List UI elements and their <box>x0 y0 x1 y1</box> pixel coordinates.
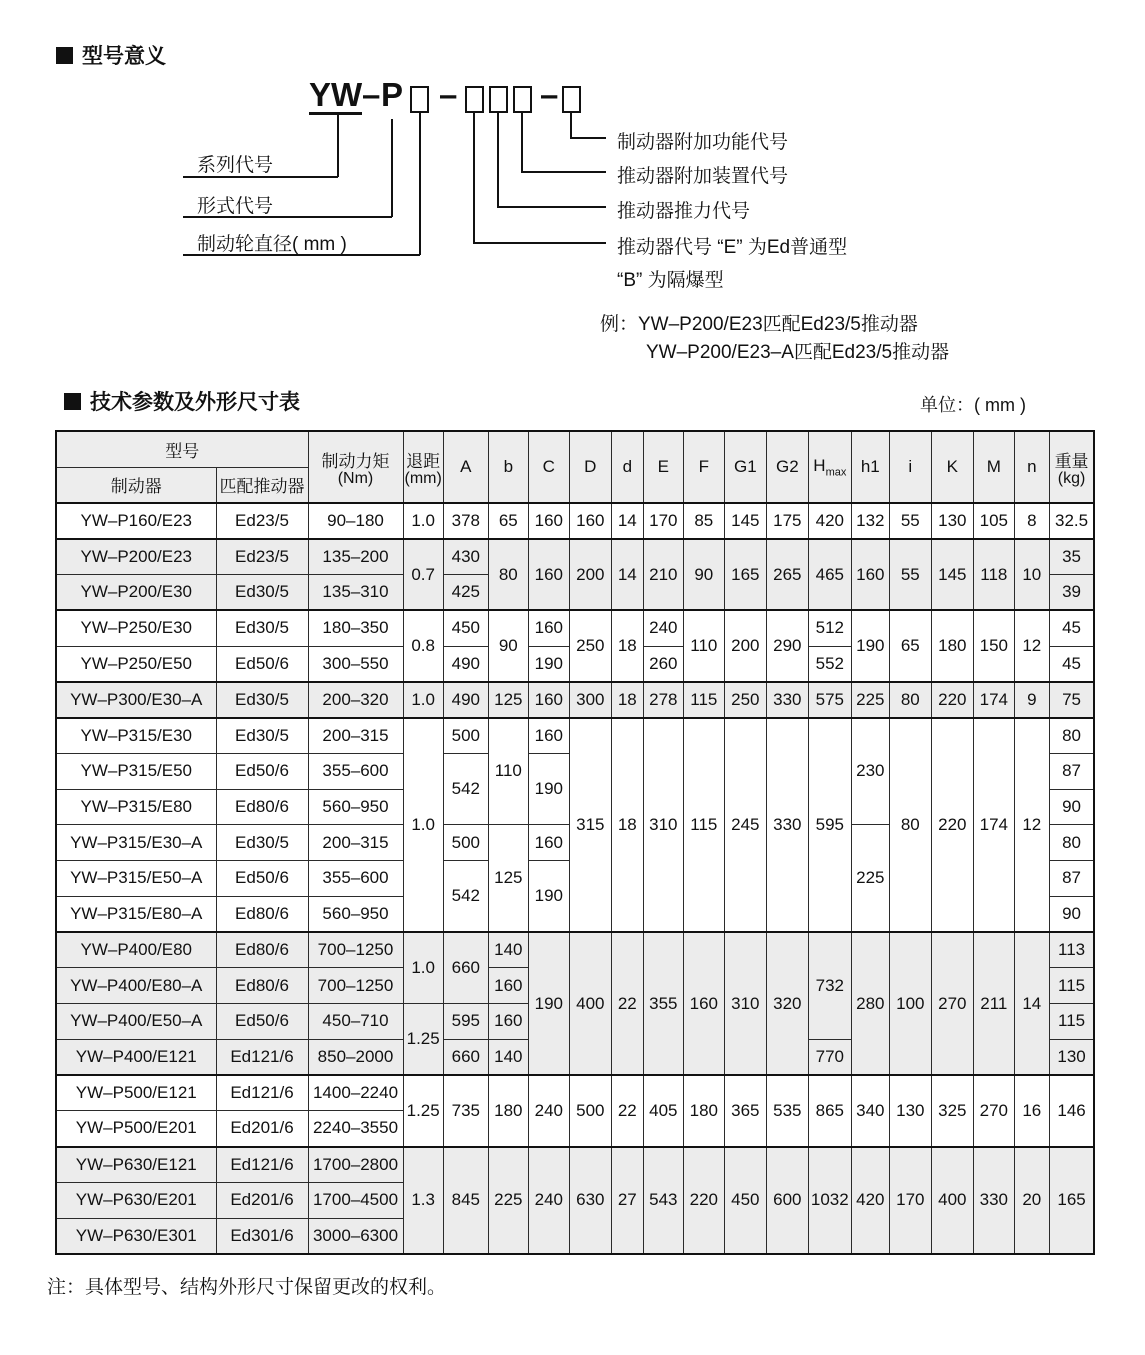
section-bullet-icon <box>64 393 81 410</box>
cell: 160 <box>851 539 889 611</box>
cell: YW–P630/E201 <box>56 1182 216 1218</box>
cell: 0.7 <box>403 539 443 611</box>
cell: 22 <box>611 932 643 1075</box>
col-header-C: C <box>528 431 569 503</box>
cell: 290 <box>766 610 808 682</box>
cell: 245 <box>724 718 766 933</box>
cell: 1400–2240 <box>308 1075 403 1111</box>
cell: Ed30/5 <box>216 575 308 611</box>
cell: 190 <box>528 646 569 682</box>
cell: 115 <box>1049 968 1094 1004</box>
cell: 220 <box>931 718 973 933</box>
cell: Ed301/6 <box>216 1218 308 1254</box>
cell: Ed50/6 <box>216 646 308 682</box>
cell: 600 <box>766 1147 808 1254</box>
cell: 35 <box>1049 539 1094 575</box>
cell: 770 <box>808 1039 851 1075</box>
cell: 14 <box>1014 932 1049 1075</box>
cell: 210 <box>643 539 683 611</box>
col-header-weight: 重量 (kg) <box>1049 431 1094 503</box>
cell: 180 <box>488 1075 528 1147</box>
cell: 165 <box>724 539 766 611</box>
col-header-Hmax: $H_{max}$ <box>808 431 851 503</box>
cell: YW–P630/E121 <box>56 1147 216 1183</box>
spec-table-wrap <box>55 430 1095 1255</box>
cell: 200–315 <box>308 825 403 861</box>
cell: 135–310 <box>308 575 403 611</box>
cell: 278 <box>643 682 683 718</box>
cell: YW–P200/E23 <box>56 539 216 575</box>
cell: Ed30/5 <box>216 682 308 718</box>
cell: 145 <box>931 539 973 611</box>
cell: 87 <box>1049 753 1094 789</box>
cell: 270 <box>931 932 973 1075</box>
cell: 170 <box>889 1147 931 1254</box>
cell: 130 <box>931 503 973 539</box>
cell: 65 <box>889 610 931 682</box>
cell: 430 <box>443 539 488 575</box>
cell: 200 <box>569 539 611 611</box>
cell: 630 <box>569 1147 611 1254</box>
col-header-n: n <box>1014 431 1049 503</box>
cell: YW–P400/E80–A <box>56 968 216 1004</box>
cell: 330 <box>766 718 808 933</box>
cell: 27 <box>611 1147 643 1254</box>
cell: 160 <box>488 1004 528 1040</box>
cell: 220 <box>683 1147 724 1254</box>
cell: Ed23/5 <box>216 539 308 575</box>
diagram-connector-lines <box>0 0 1145 380</box>
cell: Ed121/6 <box>216 1147 308 1183</box>
footer-note: 注：具体型号、结构外形尺寸保留更改的权利。 <box>47 1277 447 1298</box>
cell: 0.8 <box>403 610 443 682</box>
cell: 330 <box>766 682 808 718</box>
cell: 270 <box>973 1075 1014 1147</box>
cell: 12 <box>1014 610 1049 682</box>
cell: 542 <box>443 861 488 933</box>
model-box-function-code <box>562 86 581 113</box>
cell: YW–P315/E50 <box>56 753 216 789</box>
cell: 450 <box>443 610 488 646</box>
cell: 90 <box>1049 789 1094 825</box>
cell: 18 <box>611 718 643 933</box>
cell: 490 <box>443 682 488 718</box>
cell: 365 <box>724 1075 766 1147</box>
cell: 118 <box>973 539 1014 611</box>
cell: 543 <box>643 1147 683 1254</box>
cell: 542 <box>443 753 488 825</box>
cell: 22 <box>611 1075 643 1147</box>
cell: 560–950 <box>308 896 403 932</box>
cell: 115 <box>683 682 724 718</box>
cell: YW–P315/E50–A <box>56 861 216 897</box>
cell: 1.25 <box>403 1004 443 1076</box>
cell: Ed50/6 <box>216 1004 308 1040</box>
cell: 490 <box>443 646 488 682</box>
cell: 80 <box>1049 825 1094 861</box>
cell: 125 <box>488 825 528 932</box>
cell: 65 <box>488 503 528 539</box>
col-header-E: E <box>643 431 683 503</box>
cell: 1.25 <box>403 1075 443 1147</box>
diagram-label-series: 系列代号 <box>197 155 274 176</box>
col-header-A: A <box>443 431 488 503</box>
cell: 200–320 <box>308 682 403 718</box>
cell: 18 <box>611 610 643 682</box>
model-form-code: P <box>381 76 404 113</box>
cell: 9 <box>1014 682 1049 718</box>
cell: 400 <box>569 932 611 1075</box>
cell: 90 <box>683 539 724 611</box>
cell: 8 <box>1014 503 1049 539</box>
cell: YW–P400/E121 <box>56 1039 216 1075</box>
cell: YW–P250/E30 <box>56 610 216 646</box>
cell: Ed30/5 <box>216 718 308 754</box>
cell: 320 <box>766 932 808 1075</box>
table-row <box>56 682 1094 718</box>
cell: 180 <box>931 610 973 682</box>
example-line-1: 例：YW–P200/E23匹配Ed23/5推动器 <box>600 314 918 335</box>
cell: 80 <box>1049 718 1094 754</box>
col-header-brake: 制动器 <box>56 467 216 503</box>
table-row <box>56 503 1094 539</box>
cell: Ed50/6 <box>216 753 308 789</box>
cell: 105 <box>973 503 1014 539</box>
cell: Ed201/6 <box>216 1182 308 1218</box>
cell: 535 <box>766 1075 808 1147</box>
table-row <box>56 610 1094 646</box>
section-title-spec-table <box>64 386 300 416</box>
cell: 500 <box>443 718 488 754</box>
cell: 355–600 <box>308 861 403 897</box>
cell: 130 <box>889 1075 931 1147</box>
cell: 39 <box>1049 575 1094 611</box>
cell: 850–2000 <box>308 1039 403 1075</box>
cell: 180–350 <box>308 610 403 646</box>
cell: YW–P400/E80 <box>56 932 216 968</box>
cell: 500 <box>569 1075 611 1147</box>
cell: 55 <box>889 503 931 539</box>
cell: 225 <box>488 1147 528 1254</box>
col-header-h1: h1 <box>851 431 889 503</box>
diagram-label-explosion-proof: “B” 为隔爆型 <box>617 270 724 291</box>
cell: Ed80/6 <box>216 932 308 968</box>
cell: 174 <box>973 718 1014 933</box>
col-header-K: K <box>931 431 973 503</box>
cell: 250 <box>724 682 766 718</box>
model-dash: – <box>439 76 458 113</box>
cell: 45 <box>1049 646 1094 682</box>
table-row <box>56 932 1094 968</box>
cell: 75 <box>1049 682 1094 718</box>
cell: YW–P300/E30–A <box>56 682 216 718</box>
model-diagram <box>0 0 1145 380</box>
cell: 180 <box>683 1075 724 1147</box>
cell: YW–P500/E121 <box>56 1075 216 1111</box>
cell: 420 <box>851 1147 889 1254</box>
cell: 280 <box>851 932 889 1075</box>
cell: Ed121/6 <box>216 1075 308 1111</box>
cell: 1032 <box>808 1147 851 1254</box>
cell: 100 <box>889 932 931 1075</box>
cell: 240 <box>643 610 683 646</box>
model-series-code: YW <box>309 76 363 113</box>
cell: 130 <box>1049 1039 1094 1075</box>
model-box-thrust-code <box>489 86 508 113</box>
col-header-i: i <box>889 431 931 503</box>
cell: 1.0 <box>403 503 443 539</box>
cell: 190 <box>528 753 569 825</box>
diagram-label-wheel-diameter: 制动轮直径( mm ) <box>197 234 347 255</box>
cell: 211 <box>973 932 1014 1075</box>
diagram-label-brake-function: 制动器附加功能代号 <box>617 132 789 153</box>
cell: 160 <box>683 932 724 1075</box>
cell: Ed80/6 <box>216 968 308 1004</box>
cell: Ed30/5 <box>216 825 308 861</box>
cell: 735 <box>443 1075 488 1147</box>
cell: 150 <box>973 610 1014 682</box>
spec-table <box>55 430 1095 1255</box>
cell: 174 <box>973 682 1014 718</box>
cell: 420 <box>808 503 851 539</box>
cell: 90 <box>488 610 528 682</box>
model-dash: – <box>362 76 381 113</box>
cell: 125 <box>488 682 528 718</box>
cell: 265 <box>766 539 808 611</box>
cell: 330 <box>973 1147 1014 1254</box>
cell: 190 <box>528 932 569 1075</box>
cell: 405 <box>643 1075 683 1147</box>
model-box-attachment-code <box>513 86 532 113</box>
cell: 300–550 <box>308 646 403 682</box>
diagram-label-thruster-thrust: 推动器推力代号 <box>617 201 751 222</box>
cell: 560–950 <box>308 789 403 825</box>
cell: 1.0 <box>403 682 443 718</box>
cell: 16 <box>1014 1075 1049 1147</box>
cell: 225 <box>851 825 889 932</box>
cell: 190 <box>851 610 889 682</box>
cell: 355 <box>643 932 683 1075</box>
cell: YW–P315/E80 <box>56 789 216 825</box>
cell: Ed30/5 <box>216 610 308 646</box>
cell: Ed121/6 <box>216 1039 308 1075</box>
cell: 80 <box>889 718 931 933</box>
cell: 225 <box>851 682 889 718</box>
cell: 240 <box>528 1147 569 1254</box>
cell: YW–P630/E301 <box>56 1218 216 1254</box>
cell: 700–1250 <box>308 932 403 968</box>
cell: Ed23/5 <box>216 503 308 539</box>
cell: 500 <box>443 825 488 861</box>
cell: 14 <box>611 503 643 539</box>
cell: 450–710 <box>308 1004 403 1040</box>
col-header-D: D <box>569 431 611 503</box>
cell: 80 <box>889 682 931 718</box>
cell: 160 <box>528 682 569 718</box>
cell: 160 <box>488 968 528 1004</box>
cell: YW–P200/E30 <box>56 575 216 611</box>
cell: 2240–3550 <box>308 1111 403 1147</box>
cell: 18 <box>611 682 643 718</box>
cell: YW–P250/E50 <box>56 646 216 682</box>
diagram-label-thruster-code: 推动器代号 “E” 为Ed普通型 <box>617 237 848 258</box>
cell: Ed50/6 <box>216 861 308 897</box>
cell: 310 <box>724 932 766 1075</box>
cell: 90–180 <box>308 503 403 539</box>
cell: 87 <box>1049 861 1094 897</box>
cell: 140 <box>488 1039 528 1075</box>
cell: 160 <box>528 503 569 539</box>
cell: 175 <box>766 503 808 539</box>
cell: 115 <box>1049 1004 1094 1040</box>
cell: 1700–4500 <box>308 1182 403 1218</box>
cell: 165 <box>1049 1147 1094 1254</box>
cell: 865 <box>808 1075 851 1147</box>
cell: 55 <box>889 539 931 611</box>
table-row <box>56 1147 1094 1183</box>
cell: 160 <box>528 718 569 754</box>
cell: 230 <box>851 718 889 825</box>
cell: Ed80/6 <box>216 789 308 825</box>
cell: 146 <box>1049 1075 1094 1147</box>
section-title-text: 技术参数及外形尺寸表 <box>90 391 300 414</box>
col-header-G1: G1 <box>724 431 766 503</box>
cell: 512 <box>808 610 851 646</box>
cell: 378 <box>443 503 488 539</box>
col-header-model-group: 型号 <box>56 431 308 467</box>
cell: 240 <box>528 1075 569 1147</box>
cell: 700–1250 <box>308 968 403 1004</box>
cell: 85 <box>683 503 724 539</box>
cell: 110 <box>683 610 724 682</box>
cell: 160 <box>569 503 611 539</box>
cell: 160 <box>528 539 569 611</box>
cell: 310 <box>643 718 683 933</box>
cell: 90 <box>1049 896 1094 932</box>
cell: 45 <box>1049 610 1094 646</box>
cell: 220 <box>931 682 973 718</box>
cell: 110 <box>488 718 528 825</box>
cell: 1.3 <box>403 1147 443 1254</box>
col-header-b: b <box>488 431 528 503</box>
cell: 170 <box>643 503 683 539</box>
col-header-retreat: 退距 (mm) <box>403 431 443 503</box>
cell: 595 <box>808 718 851 933</box>
diagram-label-thruster-attachment: 推动器附加装置代号 <box>617 166 789 187</box>
cell: 80 <box>488 539 528 611</box>
cell: 355–600 <box>308 753 403 789</box>
cell: 660 <box>443 1039 488 1075</box>
cell: 115 <box>683 718 724 933</box>
model-box-diameter <box>410 86 429 113</box>
table-row <box>56 718 1094 754</box>
cell: 32.5 <box>1049 503 1094 539</box>
cell: YW–P160/E23 <box>56 503 216 539</box>
cell: 732 <box>808 932 851 1039</box>
cell: 260 <box>643 646 683 682</box>
cell: 1.0 <box>403 932 443 1004</box>
col-header-G2: G2 <box>766 431 808 503</box>
cell: 845 <box>443 1147 488 1254</box>
col-header-torque: 制动力矩 (Nm) <box>308 431 403 503</box>
cell: 325 <box>931 1075 973 1147</box>
cell: 400 <box>931 1147 973 1254</box>
unit-label: 单位：( mm ) <box>920 395 1026 415</box>
cell: YW–P315/E30 <box>56 718 216 754</box>
cell: 465 <box>808 539 851 611</box>
cell: Ed201/6 <box>216 1111 308 1147</box>
cell: YW–P315/E30–A <box>56 825 216 861</box>
cell: 340 <box>851 1075 889 1147</box>
cell: 200 <box>724 610 766 682</box>
col-header-d: d <box>611 431 643 503</box>
cell: 575 <box>808 682 851 718</box>
cell: 14 <box>611 539 643 611</box>
cell: 113 <box>1049 932 1094 968</box>
table-row <box>56 539 1094 575</box>
cell: 140 <box>488 932 528 968</box>
cell: 132 <box>851 503 889 539</box>
cell: YW–P315/E80–A <box>56 896 216 932</box>
cell: 300 <box>569 682 611 718</box>
cell: 552 <box>808 646 851 682</box>
table-row <box>56 1075 1094 1111</box>
cell: 190 <box>528 861 569 933</box>
cell: 160 <box>528 825 569 861</box>
col-header-thruster: 匹配推动器 <box>216 467 308 503</box>
cell: Ed80/6 <box>216 896 308 932</box>
cell: 135–200 <box>308 539 403 575</box>
col-header-M: M <box>973 431 1014 503</box>
diagram-label-form: 形式代号 <box>197 196 274 217</box>
cell: 12 <box>1014 718 1049 933</box>
cell: 315 <box>569 718 611 933</box>
example-line-2: YW–P200/E23–A匹配Ed23/5推动器 <box>646 342 950 363</box>
cell: 425 <box>443 575 488 611</box>
model-box-thruster-code <box>465 86 484 113</box>
cell: 145 <box>724 503 766 539</box>
cell: YW–P400/E50–A <box>56 1004 216 1040</box>
cell: 250 <box>569 610 611 682</box>
cell: 20 <box>1014 1147 1049 1254</box>
col-header-F: F <box>683 431 724 503</box>
cell: 200–315 <box>308 718 403 754</box>
model-dash: – <box>540 76 559 113</box>
cell: 3000–6300 <box>308 1218 403 1254</box>
cell: 660 <box>443 932 488 1004</box>
cell: YW–P500/E201 <box>56 1111 216 1147</box>
cell: 1700–2800 <box>308 1147 403 1183</box>
cell: 160 <box>528 610 569 646</box>
cell: 1.0 <box>403 718 443 933</box>
cell: 450 <box>724 1147 766 1254</box>
section-title-text: 型号意义 <box>82 45 166 68</box>
cell: 595 <box>443 1004 488 1040</box>
cell: 10 <box>1014 539 1049 611</box>
